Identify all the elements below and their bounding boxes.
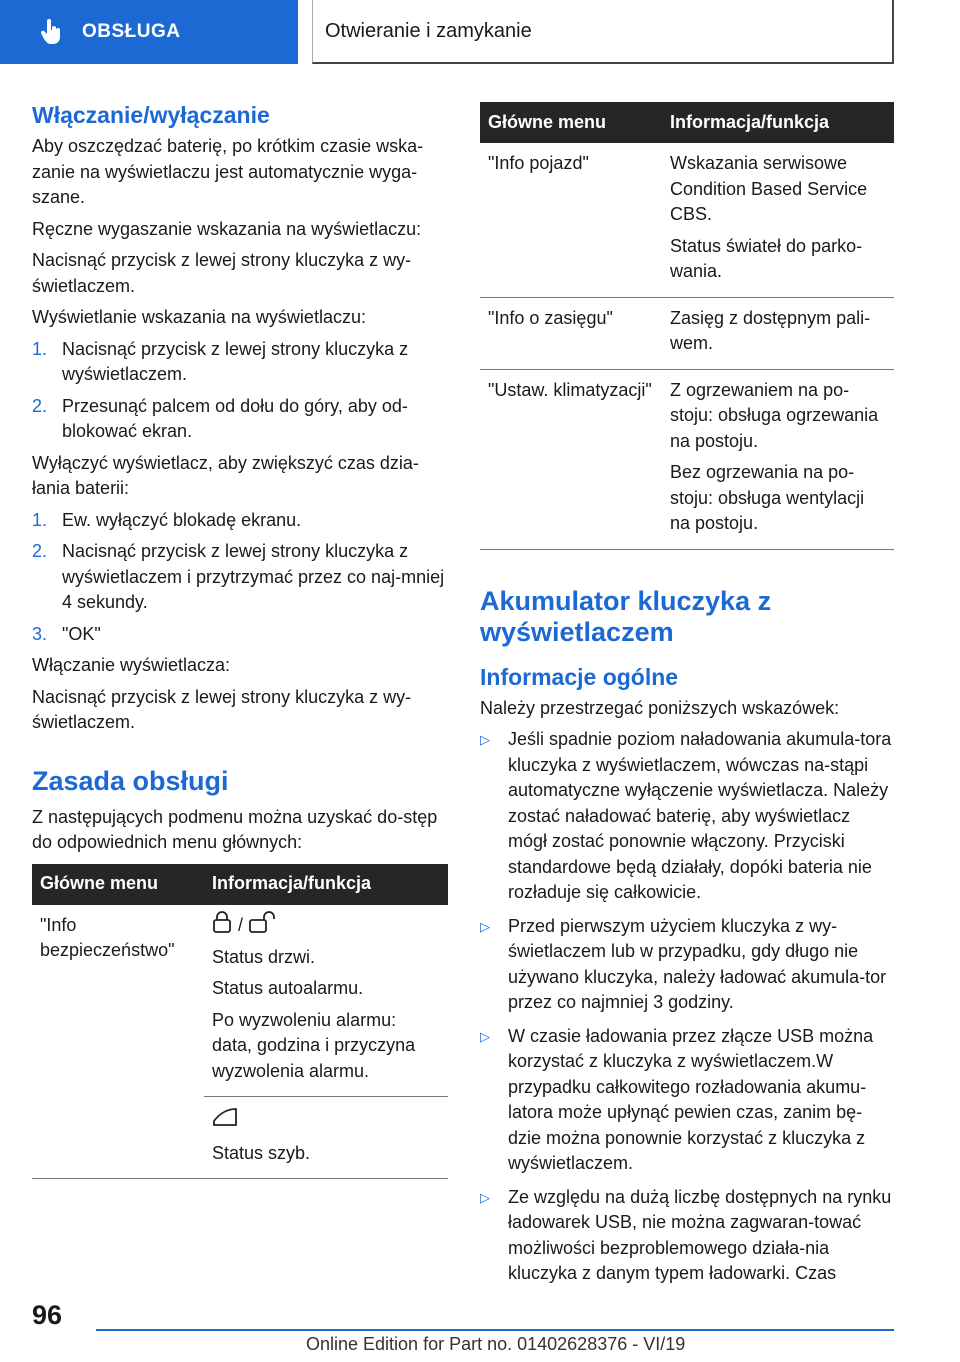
chapter-tab[interactable] [0, 0, 298, 64]
list-item [32, 337, 448, 388]
list-item [480, 1185, 894, 1287]
column-header: Informacja/funkcja [204, 864, 448, 905]
window-icon [212, 1113, 238, 1133]
paragraph: Należy przestrzegać poniższych wskazówek: [480, 697, 840, 718]
bullet-text: W czasie ładowania przez złącze USB można korzystać z kluczyka z wyświetlaczem.W przypadku całkowitego rozładowania akumu-latora może upłynąć pewien czas, zanim bę-dzie można ponownie korzystać z kluczyka z wyświetlaczem. [508, 1025, 874, 1173]
table-cell-info [204, 905, 448, 1097]
table-row [480, 369, 894, 549]
table-row [480, 143, 894, 297]
step-number: 2. [32, 541, 48, 561]
notes-list [480, 727, 894, 1287]
lock-closed-icon [212, 911, 232, 941]
paragraph: Ręczne wygaszanie wskazania na wyświetlaczu: [32, 218, 422, 239]
info-line: Wskazania serwisowe Condition Based Service CBS. [670, 153, 868, 224]
list-item [480, 727, 894, 906]
table-row [32, 1097, 448, 1179]
step-text: "OK" [62, 623, 101, 644]
menu-table-right [480, 102, 894, 550]
list-item [32, 622, 448, 648]
table-cell-menu: "Info o zasięgu" [480, 297, 662, 369]
info-line: Status drzwi. [212, 946, 316, 967]
step-text: Nacisnąć przycisk z lewej strony kluczyka z wyświetlaczem i przytrzymać przez co naj-mniej 4 sekundy. [62, 541, 445, 612]
table-cell-menu: "Info pojazd" [480, 143, 662, 297]
step-number: 2. [32, 395, 48, 416]
table-cell-menu [32, 1097, 204, 1179]
column-header: Główne menu [32, 864, 204, 905]
list-item [32, 508, 448, 534]
heading-key-battery: Akumulator kluczyka z wyświetlaczem [480, 585, 772, 647]
paragraph: Aby oszczędzać baterię, po krótkim czasie wska-zanie na wyświetlaczu jest automatycznie wyga-szane. [32, 136, 424, 207]
paragraph: Nacisnąć przycisk z lewej strony kluczyka z wy-świetlaczem. [32, 686, 412, 732]
table-cell-menu: "Ustaw. klimatyzacji" [480, 369, 662, 549]
right-column [480, 102, 894, 1295]
column-header: Informacja/funkcja [662, 102, 894, 143]
lock-icons [212, 913, 440, 939]
list-item [480, 914, 894, 1016]
info-line: Z ogrzewaniem na po-stoju: obsługa ogrzewania na postoju. [670, 379, 879, 451]
step-text: Ew. wyłączyć blokadę ekranu. [62, 509, 302, 530]
paragraph: Z następujących podmenu można uzyskać do-stęp do odpowiednich menu głównych: [32, 806, 438, 852]
step-number: 1. [32, 338, 48, 359]
table-cell-menu: "Info bezpieczeństwo" [40, 914, 175, 960]
info-line: Zasięg z dostępnym pali-wem. [670, 307, 871, 353]
paragraph: Nacisnąć przycisk z lewej strony kluczyka z wy-świetlaczem. [32, 250, 412, 296]
left-column [32, 100, 448, 1179]
paragraph: Wyświetlanie wskazania na wyświetlaczu: [32, 307, 366, 327]
step-text: Przesunąć palcem od dołu do góry, aby od-blokować ekran. [62, 395, 408, 441]
edition-note: Online Edition for Part no. 01402628376 - VI/19 [306, 1334, 686, 1354]
heading-operating-principle: Zasada obsługi [32, 765, 229, 796]
step-text: Nacisnąć przycisk z lewej strony kluczyka z wyświetlaczem. [62, 338, 409, 384]
triangle-bullet-icon: ▷ [480, 732, 490, 747]
footer-rule [96, 1329, 894, 1331]
heading-general-info: Informacje ogólne [480, 663, 679, 690]
info-line: Bez ogrzewania na po-stoju: obsługa wentylacji na postoju. [670, 462, 865, 533]
page-number: 96 [32, 1300, 63, 1330]
triangle-bullet-icon: ▷ [480, 1189, 490, 1205]
info-line: Po wyzwoleniu alarmu: data, godzina i przyczyna wyzwolenia alarmu. [212, 1009, 416, 1081]
chapter-label: OBSŁUGA [82, 21, 181, 42]
table-cell-info [662, 369, 894, 549]
separator: / [238, 914, 244, 935]
menu-table-left [32, 864, 448, 1180]
paragraph: Wyłączyć wyświetlacz, aby zwiększyć czas dzia-łania baterii: [32, 452, 419, 498]
table-cell-info [662, 143, 894, 297]
bullet-text: Przed pierwszym użyciem kluczyka z wy-świetlaczem lub w przypadku, gdy długo nie używano kluczyka, należy ładować akumula-tor przez co najmniej 3 godziny. [508, 915, 887, 1012]
step-number: 3. [32, 623, 48, 644]
steps-list [32, 508, 448, 648]
info-line: Status autoalarmu. [212, 978, 364, 998]
steps-list [32, 337, 448, 445]
triangle-bullet-icon: ▷ [480, 918, 490, 934]
heading-display-toggle: Włączanie/wyłączanie [32, 102, 270, 128]
table-header-row [32, 864, 448, 905]
table-row [32, 905, 448, 1097]
table-cell-info [204, 1097, 448, 1179]
list-item [32, 394, 448, 445]
section-title: Otwieranie i zamykanie [312, 0, 894, 64]
info-line: Status szyb. [212, 1142, 311, 1163]
lock-open-icon [249, 911, 275, 941]
paragraph: Włączanie wyświetlacza: [32, 655, 231, 675]
hand-pointer-icon [40, 19, 66, 45]
table-row [480, 297, 894, 369]
bullet-text: Jeśli spadnie poziom naładowania akumula-tora kluczyka z wyświetlaczem, wówczas na-stąpi automatyczne wyłączenie wyświetlacza. Należy zostać naładować baterię, aby wyświetlacz mógł zostać ponownie włączony. Przyciski standardowe będą działały, dopóki bateria nie rozładuje się całkowicie. [508, 729, 892, 902]
table-cell-info [662, 297, 894, 369]
bullet-text: Ze względu na dużą liczbę dostępnych na rynku ładowarek USB, nie można zagwaran-tować możliwości bezproblemowego działa-nia kluczyka z danym typem ładowarki. Czas [508, 1186, 892, 1283]
triangle-bullet-icon: ▷ [480, 1028, 490, 1044]
list-item [32, 539, 448, 616]
table-header-row [480, 102, 894, 143]
column-header: Główne menu [480, 102, 662, 143]
list-item [480, 1024, 894, 1177]
step-number: 1. [32, 509, 48, 530]
info-line: Status świateł do parko-wania. [670, 235, 863, 281]
